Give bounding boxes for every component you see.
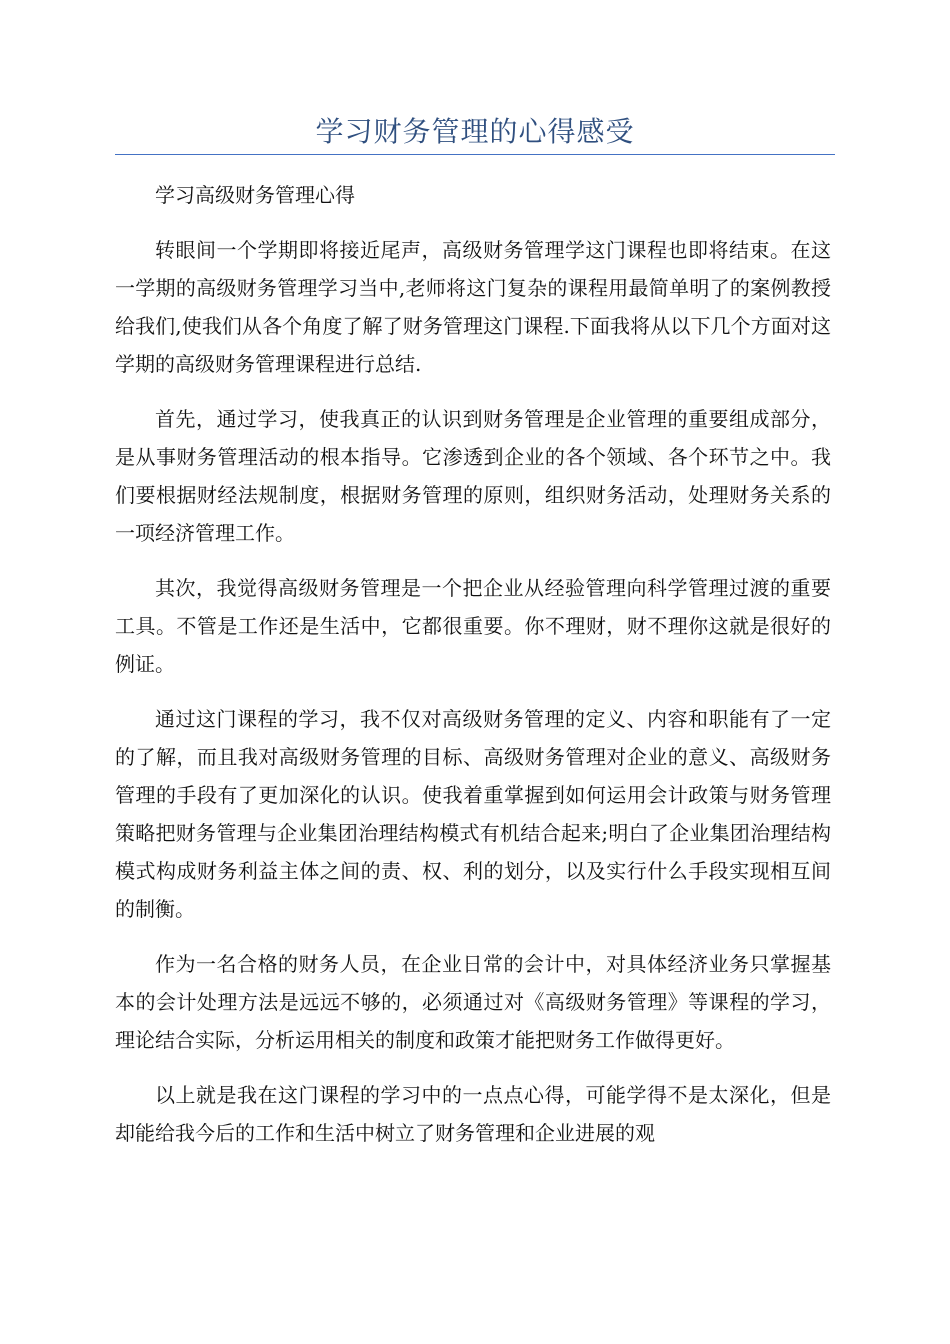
paragraph-conclusion: 以上就是我在这门课程的学习中的一点点心得，可能学得不是太深化，但是却能给我今后的工作和生活中树立了财务管理和企业进展的观	[115, 1083, 831, 1145]
title-underline	[115, 154, 835, 155]
paragraph-qualified-staff: 作为一名合格的财务人员，在企业日常的会计中，对具体经济业务只掌握基本的会计处理方法是远远不够的，必须通过对《高级财务管理》等课程的学习，理论结合实际，分析运用相关的制度和政策才能把财务工作做得更好。	[115, 952, 831, 1052]
paragraph-intro: 转眼间一个学期即将接近尾声，高级财务管理学这门课程也即将结束。在这一学期的高级财务管理学习当中,老师将这门复杂的课程用最简单明了的案例教授给我们,使我们从各个角度了解了财务管理这门课程.下面我将从以下几个方面对这学期的高级财务管理课程进行总结.	[115, 238, 831, 376]
paragraph-subtitle: 学习高级财务管理心得	[155, 183, 355, 207]
document-body	[115, 176, 831, 1169]
document-title: 学习财务管理的心得感受	[315, 115, 635, 148]
paragraph-first: 首先，通过学习，使我真正的认识到财务管理是企业管理的重要组成部分，是从事财务管理活动的根本指导。它渗透到企业的各个领域、各个环节之中。我们要根据财经法规制度，根据财务管理的原则，组织财务活动，处理财务关系的一项经济管理工作。	[115, 407, 831, 545]
paragraph-second: 其次，我觉得高级财务管理是一个把企业从经验管理向科学管理过渡的重要工具。不管是工作还是生活中，它都很重要。你不理财，财不理你这就是很好的例证。	[115, 576, 831, 676]
paragraph-course-learning: 通过这门课程的学习，我不仅对高级财务管理的定义、内容和职能有了一定的了解，而且我对高级财务管理的目标、高级财务管理对企业的意义、高级财务管理的手段有了更加深化的认识。使我着重掌握到如何运用会计政策与财务管理策略把财务管理与企业集团治理结构模式有机结合起来;明白了企业集团治理结构模式构成财务利益主体之间的责、权、利的划分，以及实行什么手段实现相互间的制衡。	[115, 707, 831, 921]
